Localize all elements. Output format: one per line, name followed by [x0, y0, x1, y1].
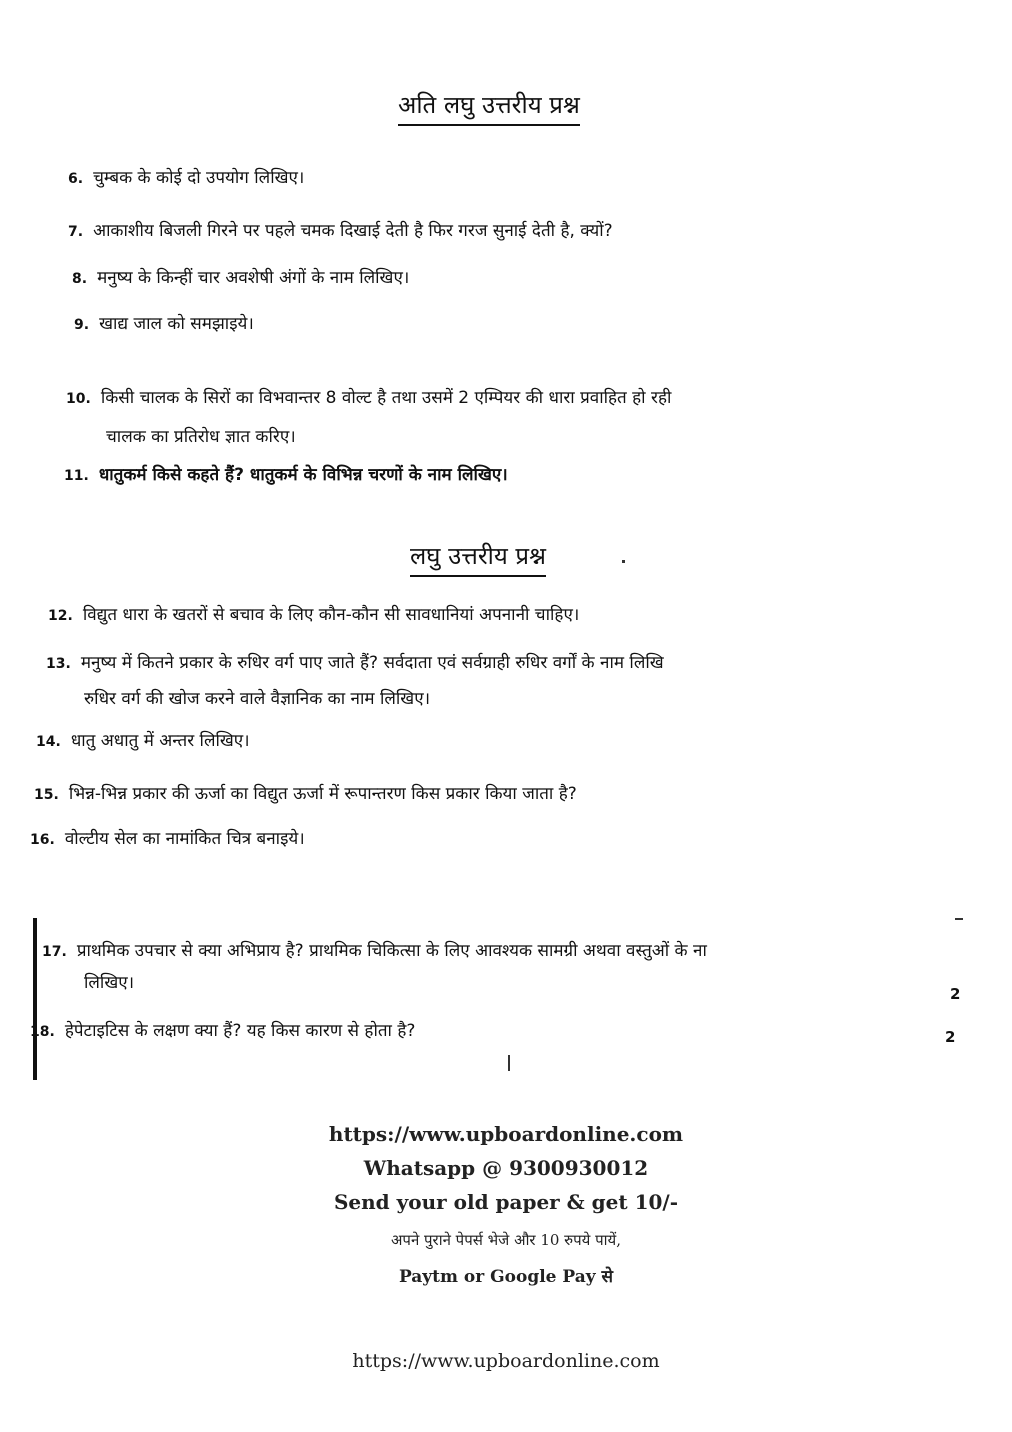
question-text: आकाशीय बिजली गिरने पर पहले चमक दिखाई देती है फिर गरज सुनाई देती है, क्यों?	[93, 221, 613, 241]
question-12	[48, 602, 579, 630]
question-text: खाद्य जाल को समझाइये।	[99, 314, 254, 334]
question-17	[42, 938, 707, 966]
question-number: 16.	[30, 832, 55, 848]
section-heading-short	[410, 539, 546, 577]
question-17-continuation: लिखिए।	[84, 973, 135, 993]
question-number: 10.	[66, 391, 91, 407]
question-number: 17.	[42, 944, 67, 960]
question-10	[66, 385, 671, 413]
question-7	[68, 218, 613, 246]
question-number: 14.	[36, 734, 61, 750]
question-text: किसी चालक के सिरों का विभवान्तर 8 वोल्ट है तथा उसमें 2 एम्पियर की धारा प्रवाहित हो रही	[100, 388, 672, 408]
question-text: हेपेटाइटिस के लक्षण क्या हैं? यह किस कारण से होता है?	[64, 1021, 416, 1041]
section-heading-text: लघु उत्तरीय प्रश्न	[410, 539, 546, 577]
footer-hindi-offer: अपने पुराने पेपर्स भेजे और 10 रुपये पायें,	[390, 1231, 622, 1249]
question-number: 15.	[34, 787, 59, 803]
question-15	[34, 781, 577, 809]
question-10-continuation: चालक का प्रतिरोध ज्ञात करिए।	[106, 427, 296, 447]
footer-payment: Paytm or Google Pay से	[398, 1267, 614, 1287]
question-9	[74, 311, 254, 339]
question-text: धातु अधातु में अन्तर लिखिए।	[70, 731, 250, 751]
question-number: 11.	[64, 468, 89, 484]
question-17-marks: 2	[950, 985, 961, 1003]
scan-speck	[622, 560, 625, 563]
question-11	[64, 462, 508, 490]
question-number: 7.	[68, 224, 84, 240]
bottom-url[interactable]: https://www.upboardonline.com	[352, 1350, 660, 1372]
question-text: चुम्बक के कोई दो उपयोग लिखिए।	[93, 168, 305, 188]
question-14	[36, 728, 250, 756]
question-number: 8.	[72, 271, 88, 287]
question-number: 6.	[68, 171, 84, 187]
question-18	[30, 1018, 415, 1046]
footer-offer: Send your old paper & get 10/-	[333, 1190, 679, 1214]
question-13	[46, 650, 664, 678]
question-number: 18.	[30, 1024, 55, 1040]
scan-speck	[508, 1055, 510, 1071]
question-text: वोल्टीय सेल का नामांकित चित्र बनाइये।	[64, 829, 305, 849]
margin-bar	[33, 918, 37, 1080]
footer-url[interactable]: https://www.upboardonline.com	[328, 1122, 684, 1146]
section-heading-text: अति लघु उत्तरीय प्रश्न	[398, 88, 580, 126]
scan-speck	[955, 918, 963, 920]
question-16	[30, 826, 305, 854]
question-text: विद्युत धारा के खतरों से बचाव के लिए कौन-कौन सी सावधानियां अपनानी चाहिए।	[82, 605, 580, 625]
question-number: 13.	[46, 656, 71, 672]
question-text: प्राथमिक उपचार से क्या अभिप्राय है? प्राथमिक चिकित्सा के लिए आवश्यक सामग्री अथवा वस्तुओं के ना	[76, 941, 707, 961]
question-number: 12.	[48, 608, 73, 624]
question-18-marks: 2	[945, 1028, 956, 1046]
footer-whatsapp: Whatsapp @ 9300930012	[363, 1156, 649, 1180]
question-8	[72, 265, 409, 293]
question-6	[68, 165, 304, 193]
question-text: मनुष्य के किन्हीं चार अवशेषी अंगों के नाम लिखिए।	[97, 268, 410, 288]
question-number: 9.	[74, 317, 90, 333]
section-heading-very-short	[398, 88, 580, 126]
question-text: धातुकर्म किसे कहते हैं? धातुकर्म के विभिन्न चरणों के नाम लिखिए।	[98, 465, 508, 485]
question-text: भिन्न-भिन्न प्रकार की ऊर्जा का विद्युत ऊर्जा में रूपान्तरण किस प्रकार किया जाता है?	[68, 784, 577, 804]
question-text: मनुष्य में कितने प्रकार के रुधिर वर्ग पाए जाते हैं? सर्वदाता एवं सर्वग्राही रुधिर वर्गों के नाम लिखि	[80, 653, 664, 673]
question-13-continuation: रुधिर वर्ग की खोज करने वाले वैज्ञानिक का नाम लिखिए।	[84, 689, 431, 709]
